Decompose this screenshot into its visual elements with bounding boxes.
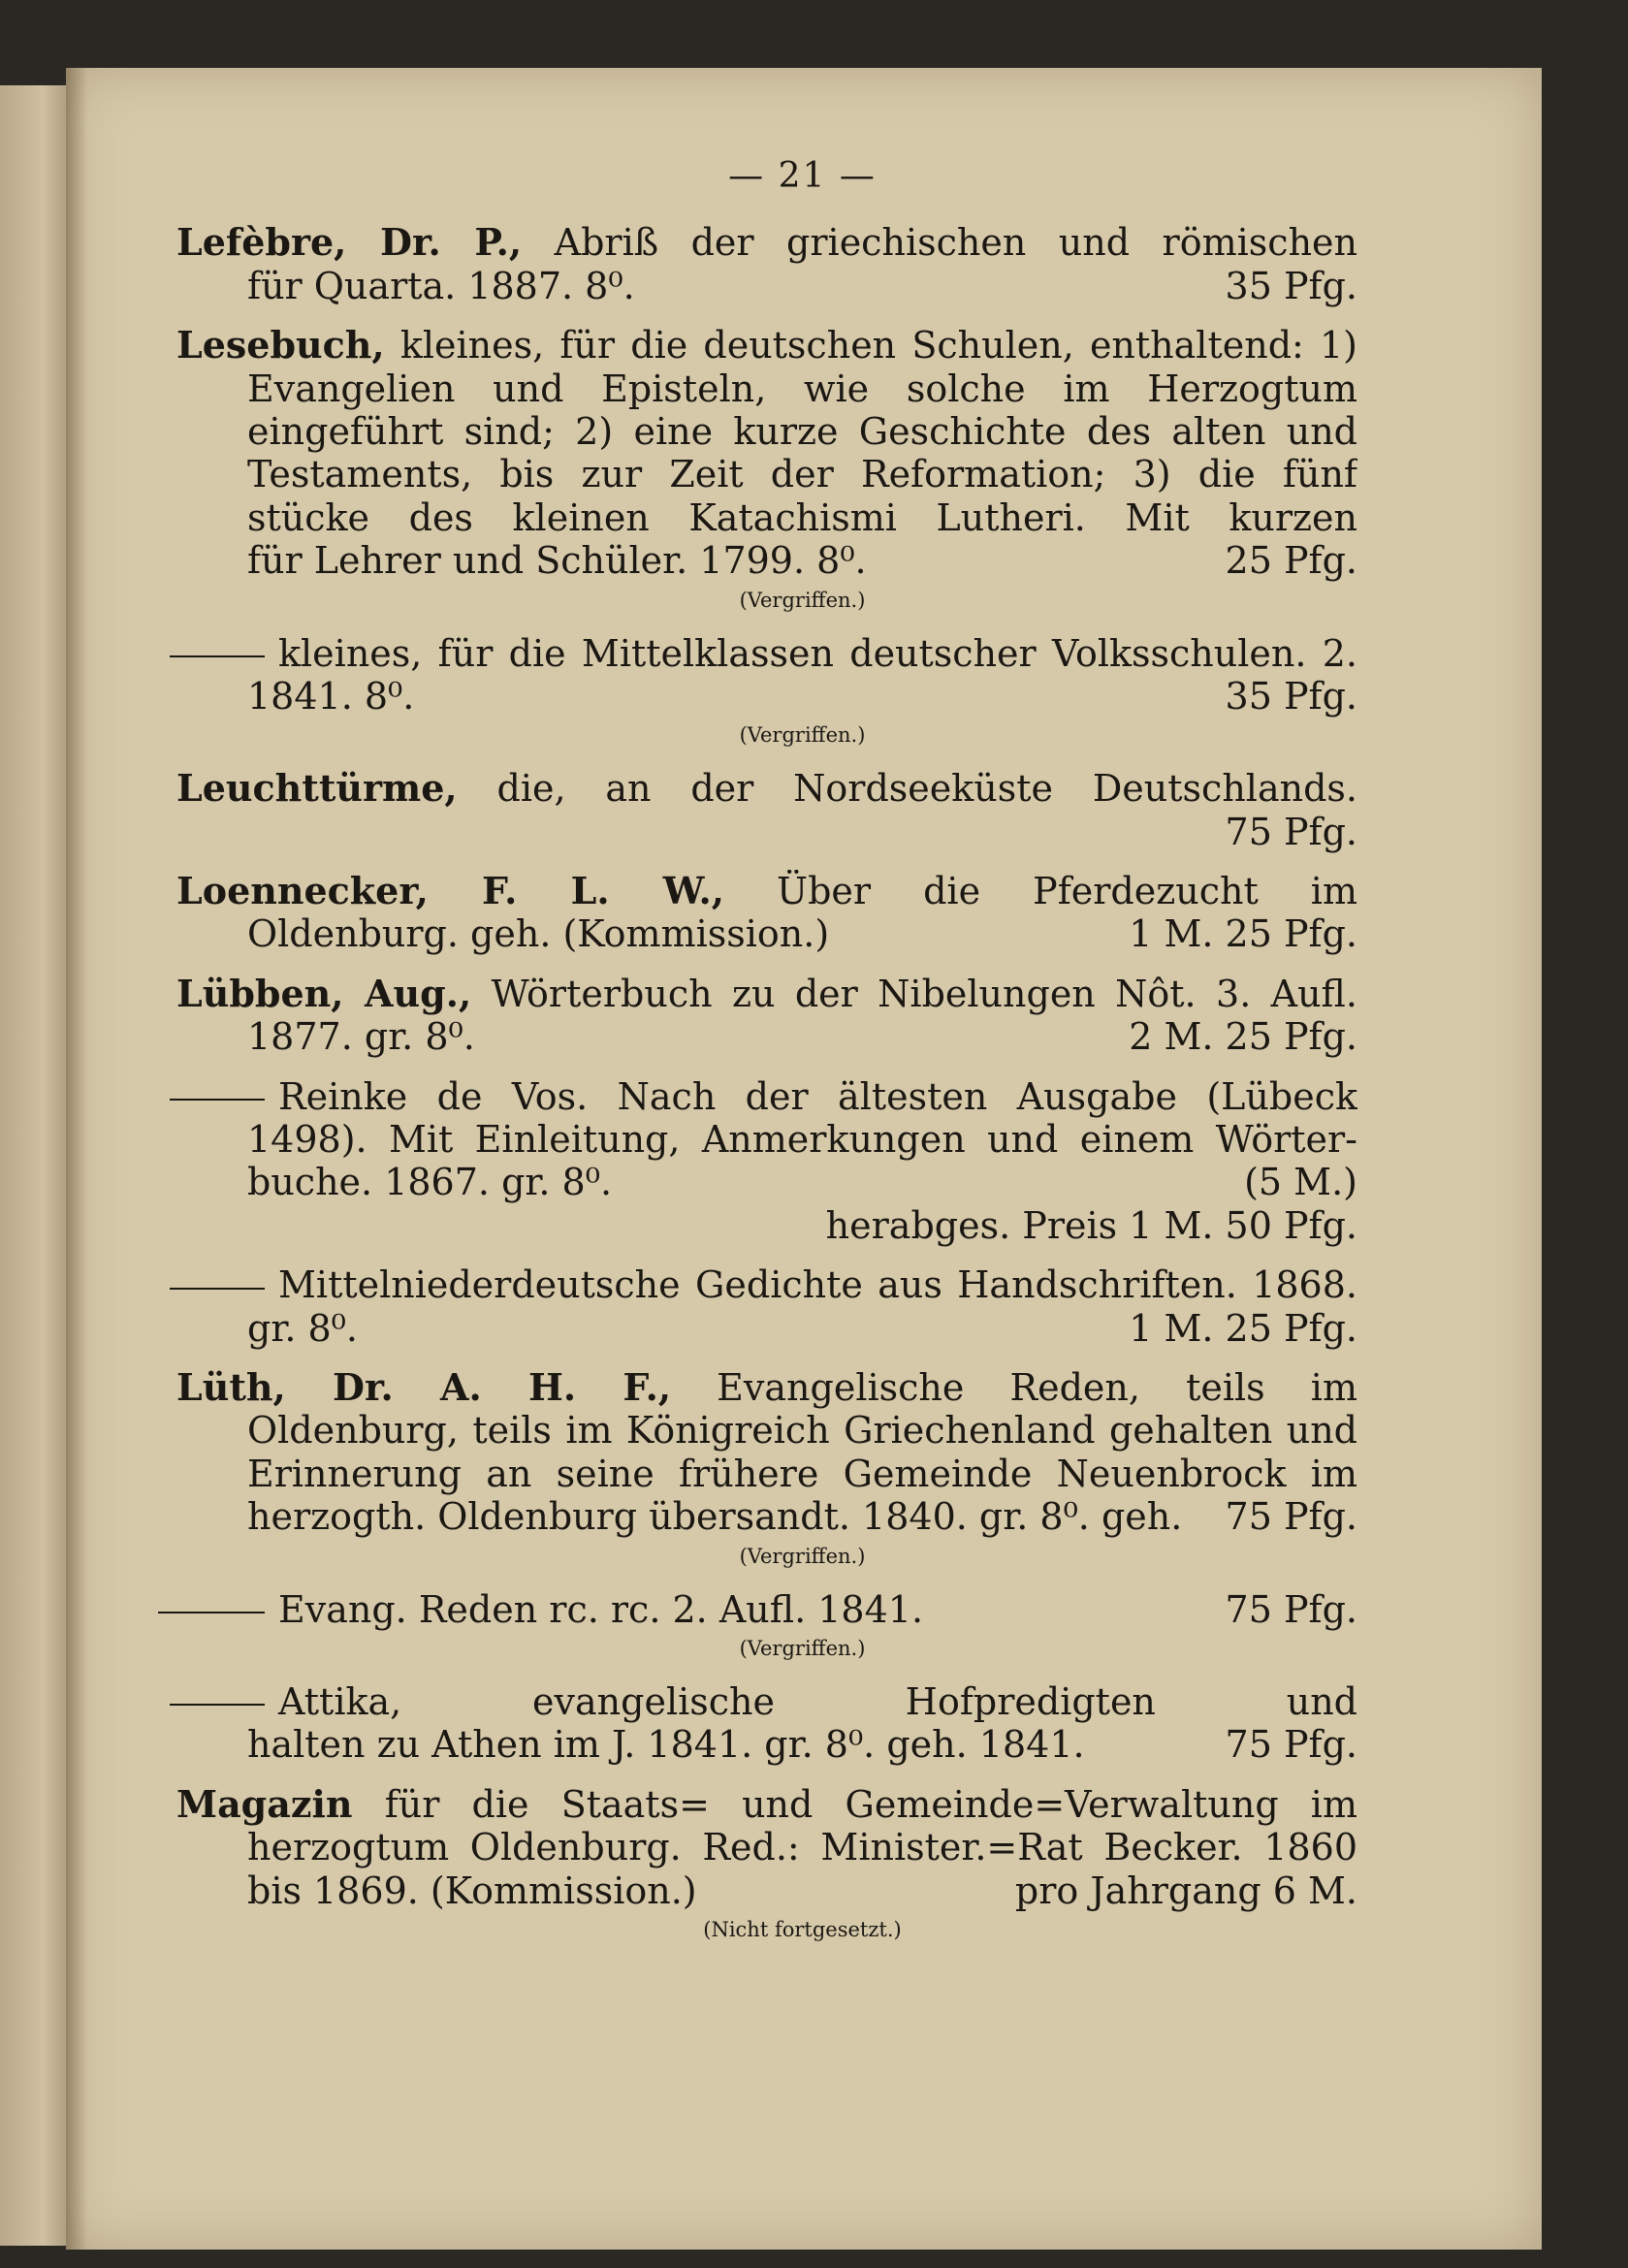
price: 75 Pfg. — [1225, 1723, 1357, 1767]
line-left-text — [247, 912, 829, 955]
entry-line — [247, 1495, 1357, 1538]
entry-line — [170, 632, 1357, 675]
ditto-dash — [170, 1704, 265, 1706]
line-text: buche. 1867. gr. 8⁰. — [247, 1161, 613, 1204]
catalog-entry — [247, 1075, 1357, 1248]
price: herabges. Preis 1 M. 50 Pfg. — [825, 1203, 1357, 1247]
line-text: 1498). Mit Einleitung, Anmerkungen und einem Wörter- — [247, 1118, 1357, 1162]
line-left-text — [247, 539, 867, 582]
price: 35 Pfg. — [1225, 674, 1357, 718]
line-text: Reinke de Vos. Nach der ältesten Ausgabe (Lübeck — [278, 1074, 1357, 1118]
line-text: für Lehrer und Schüler. 1799. 8⁰. — [247, 539, 867, 583]
entry-headword: Lübben, Aug., — [176, 972, 472, 1015]
entry-line — [247, 1409, 1357, 1452]
price: 1 M. 25 Pfg. — [1129, 1306, 1357, 1350]
entry-line — [170, 1075, 1357, 1118]
line-left-text — [247, 265, 635, 307]
catalog-entry — [176, 324, 1357, 615]
entry-note: (Vergriffen.) — [739, 1636, 866, 1660]
catalog-entry — [247, 1263, 1357, 1350]
line-text: Evangelien und Episteln, wie solche im Herzogtum — [247, 367, 1357, 410]
catalog-entry — [247, 1588, 1357, 1664]
line-text: für die Staats= und Gemeinde=Verwaltung im — [384, 1782, 1357, 1826]
line-left-text — [170, 1588, 923, 1631]
entry-note: (Vergriffen.) — [739, 588, 866, 612]
line-text: eingeführt sind; 2) eine kurze Geschichte des alten und — [247, 409, 1357, 453]
page-text — [176, 155, 1357, 1945]
entry-line — [247, 367, 1357, 410]
entry-line — [247, 453, 1357, 495]
line-text: stücke des kleinen Katachismi Lutheri. Mit kurzen — [247, 495, 1357, 539]
price: 75 Pfg. — [1225, 810, 1357, 853]
catalog-entry — [176, 221, 1357, 307]
line-text: 1877. gr. 8⁰. — [247, 1015, 475, 1059]
line-text: halten zu Athen im J. 1841. gr. 8⁰. geh. 1841. — [247, 1723, 1085, 1767]
entry-line — [170, 1680, 1357, 1723]
entry-line — [247, 1723, 1357, 1766]
entry-headword: Magazin — [176, 1782, 353, 1826]
entry-note: (Vergriffen.) — [739, 1544, 866, 1568]
entry-line — [247, 1869, 1357, 1912]
entry-headword: Lefèbre, Dr. P., — [176, 221, 523, 265]
entry-headword: Lesebuch, — [176, 324, 385, 367]
entry-line — [176, 1783, 1357, 1826]
line-text: Evang. Reden rc. rc. 2. Aufl. 1841. — [278, 1587, 924, 1631]
line-text: Mittelniederdeutsche Gedichte aus Handschriften. 1868. — [278, 1263, 1357, 1307]
entry-line — [176, 767, 1357, 810]
line-text: Erinnerung an seine frühere Gemeinde Neuenbrock im — [247, 1452, 1357, 1495]
catalog-entry — [247, 632, 1357, 751]
price: 2 M. 25 Pfg. — [1129, 1015, 1357, 1059]
entry-line — [247, 1118, 1357, 1161]
entry-headword: Leuchttürme, — [176, 767, 458, 811]
price: 35 Pfg. — [1225, 264, 1357, 307]
line-text: für Quarta. 1887. 8⁰. — [247, 264, 635, 307]
line-text: Oldenburg, teils im Königreich Griechenland gehalten und — [247, 1409, 1357, 1453]
line-text: kleines, für die deutschen Schulen, enthaltend: 1) — [399, 324, 1357, 367]
entry-line — [247, 1826, 1357, 1869]
line-text: bis 1869. (Kommission.) — [247, 1869, 697, 1912]
catalog-entry — [176, 1366, 1357, 1572]
entry-note: (Nicht fortgesetzt.) — [703, 1917, 902, 1941]
entry-line — [247, 1161, 1357, 1203]
catalog-entry — [247, 1680, 1357, 1767]
page-number: — 21 — — [728, 156, 877, 196]
ditto-dash — [170, 1288, 265, 1290]
price: pro Jahrgang 6 M. — [1014, 1869, 1357, 1912]
line-text: Evangelische Reden, teils im — [717, 1366, 1357, 1409]
line-text: Wörterbuch zu der Nibelungen Nôt. 3. Aufl. — [471, 972, 1357, 1015]
entry-line — [247, 1453, 1357, 1495]
price: 75 Pfg. — [1225, 1495, 1357, 1539]
entry-line — [170, 1263, 1357, 1306]
line-text: Testaments, bis zur Zeit der Reformation; 3) die fünf — [247, 453, 1357, 496]
catalog-entry — [176, 1782, 1357, 1945]
entry-line — [247, 1204, 1357, 1247]
line-left-text — [247, 1307, 358, 1350]
line-left-text — [247, 1161, 612, 1203]
left-page-edge — [0, 85, 72, 2246]
entry-line — [176, 324, 1357, 367]
line-text: herzogth. Oldenburg übersandt. 1840. gr. 8⁰. geh. — [247, 1495, 1183, 1539]
line-text: die, an der Nordseeküste Deutschlands. — [496, 767, 1357, 811]
ditto-dash — [170, 1099, 265, 1101]
line-left-text — [247, 1869, 697, 1912]
price: (5 M.) — [1244, 1161, 1357, 1204]
entry-headword: Loennecker, F. L. W., — [176, 870, 724, 913]
ditto-dash — [158, 1612, 265, 1613]
entry-note: (Vergriffen.) — [739, 723, 866, 748]
entry-line — [247, 496, 1357, 539]
line-text: herzogtum Oldenburg. Red.: Minister.=Rat Becker. 1860 — [247, 1826, 1357, 1869]
line-text: Über die Pferdezucht im — [777, 870, 1357, 913]
catalog-entry — [176, 767, 1357, 853]
line-text: Abriß der griechischen und römischen — [554, 221, 1357, 265]
entry-line — [176, 221, 1357, 264]
ditto-dash — [170, 655, 265, 657]
line-text: Oldenburg. geh. (Kommission.) — [247, 912, 830, 956]
entry-headword: Lüth, Dr. A. H. F., — [176, 1366, 672, 1409]
entry-line — [247, 1307, 1357, 1350]
catalog-entry — [176, 972, 1357, 1059]
page-gutter-shadow — [66, 68, 87, 2250]
entry-line — [176, 973, 1357, 1015]
price: 75 Pfg. — [1225, 1587, 1357, 1631]
entry-line — [247, 675, 1357, 718]
line-text: kleines, für die Mittelklassen deutscher Volksschulen. 2. — [278, 631, 1357, 675]
line-text: Attika, evangelische Hofpredigten und — [278, 1679, 1357, 1723]
line-text: gr. 8⁰. — [247, 1306, 358, 1350]
entry-line — [247, 1015, 1357, 1058]
catalog-entry — [176, 870, 1357, 956]
price: 1 M. 25 Pfg. — [1129, 912, 1357, 956]
entry-line — [247, 410, 1357, 453]
entry-line — [247, 265, 1357, 307]
entry-line — [247, 912, 1357, 955]
entry-line — [247, 539, 1357, 582]
line-left-text — [247, 675, 414, 718]
entry-line — [170, 1588, 1357, 1631]
entry-line — [176, 870, 1357, 912]
line-left-text — [247, 1015, 475, 1058]
entry-line — [247, 811, 1357, 853]
price: 25 Pfg. — [1225, 539, 1357, 583]
line-left-text — [247, 1723, 1085, 1766]
line-left-text — [247, 1495, 1182, 1538]
line-text: 1841. 8⁰. — [247, 674, 415, 718]
catalog-entries — [176, 221, 1357, 1945]
entry-line — [176, 1366, 1357, 1409]
